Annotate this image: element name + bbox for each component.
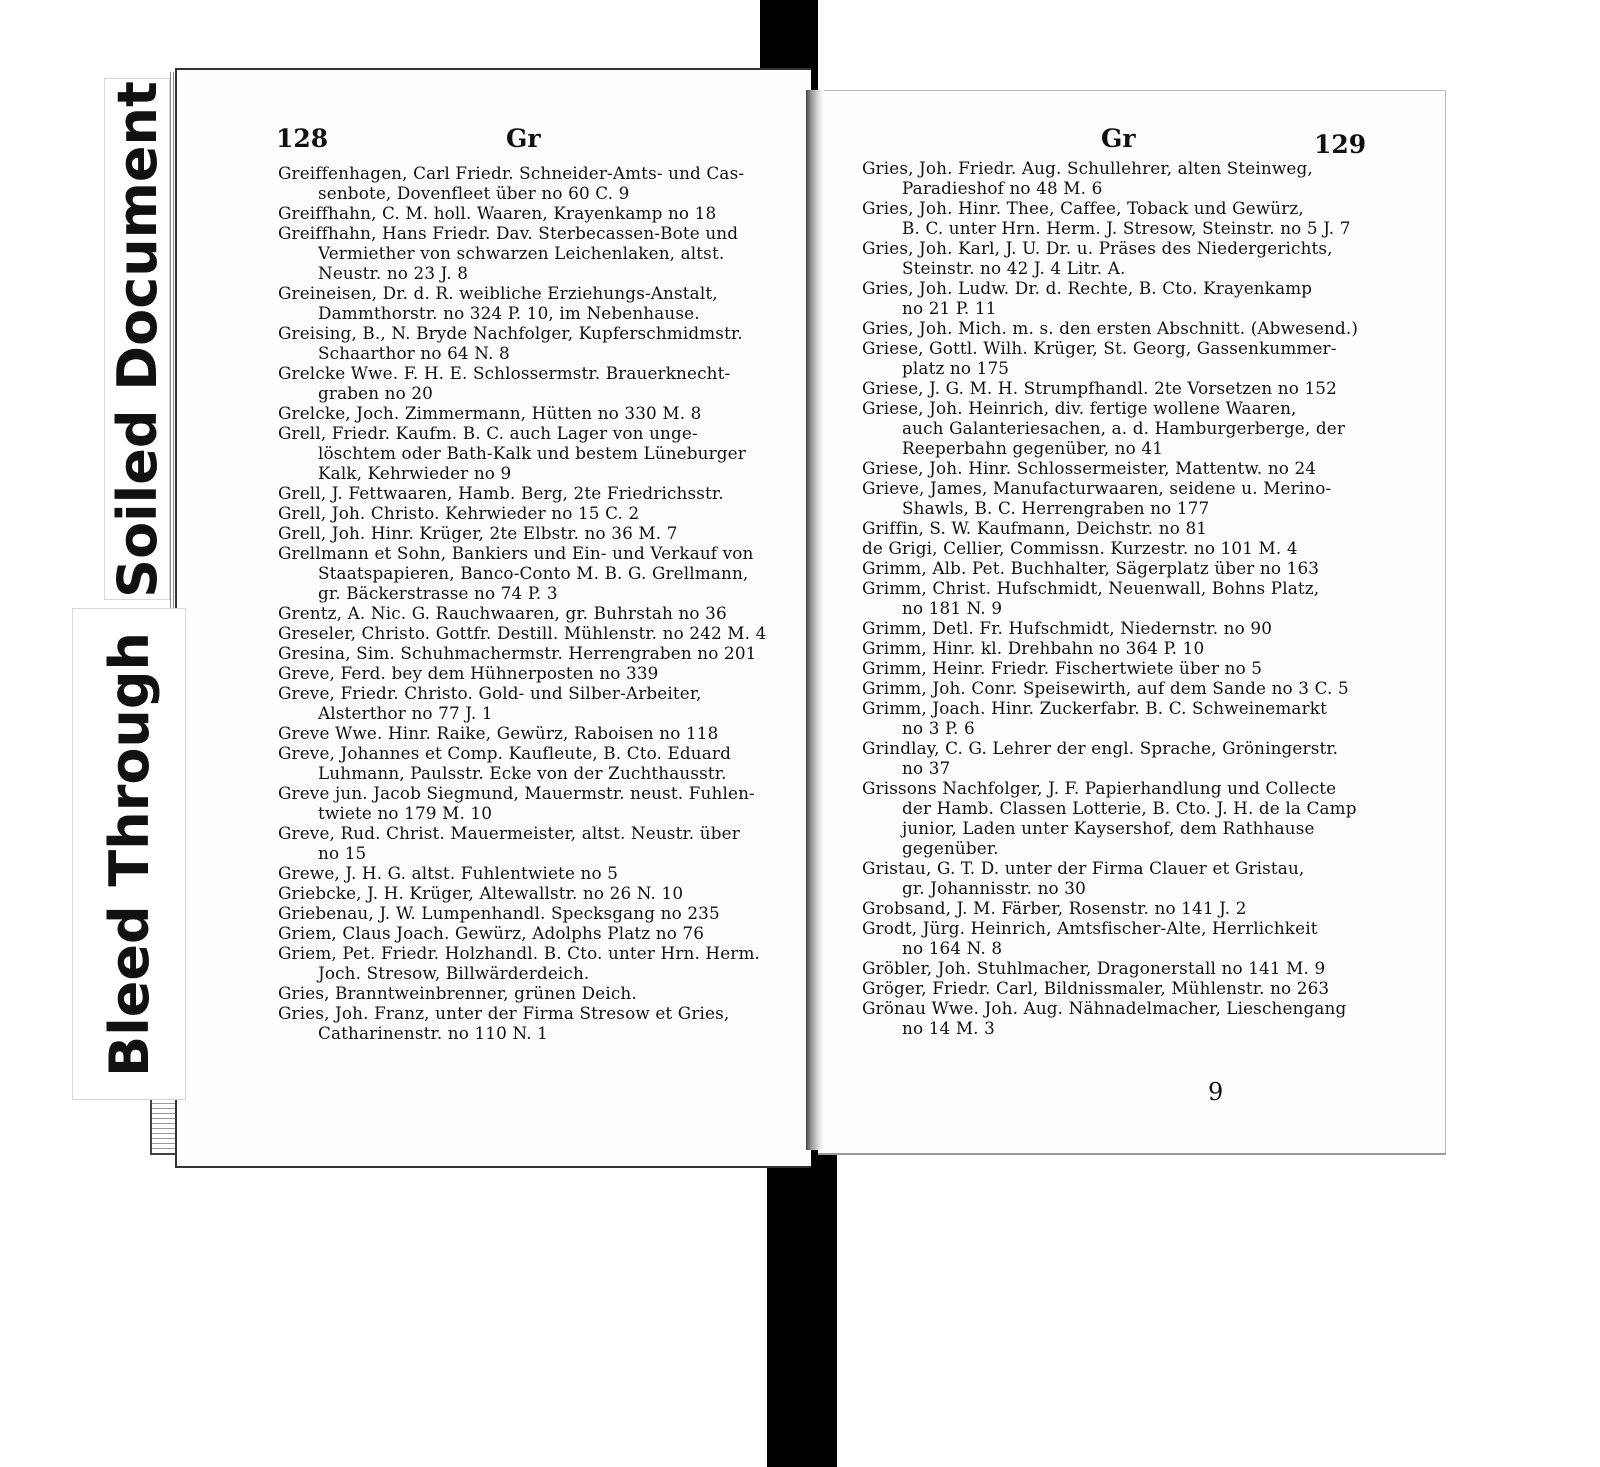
directory-line: de Grigi, Cellier, Commissn. Kurzestr. no 101 M. 4	[862, 538, 1298, 558]
directory-line: Gries, Joh. Franz, unter der Firma Stresow et Gries,	[278, 1003, 730, 1023]
binding-strip-bottom	[767, 1138, 837, 1467]
directory-line: no 3 P. 6	[902, 718, 975, 738]
directory-line: Staatspapieren, Banco-Conto M. B. G. Grellmann,	[318, 563, 749, 583]
directory-line: Grimm, Hinr. kl. Drehbahn no 364 P. 10	[862, 638, 1205, 658]
directory-line: Greising, B., N. Bryde Nachfolger, Kupferschmidmstr.	[278, 323, 743, 343]
directory-line: junior, Laden unter Kaysershof, dem Rathhause	[902, 818, 1315, 838]
directory-line: graben no 20	[318, 383, 433, 403]
directory-line: Grimm, Joach. Hinr. Zuckerfabr. B. C. Schweinemarkt	[862, 698, 1327, 718]
directory-line: Kalk, Kehrwieder no 9	[318, 463, 512, 483]
bleed-through-text: Bleed Through	[97, 631, 161, 1077]
directory-line: Luhmann, Paulsstr. Ecke von der Zuchthausstr.	[318, 763, 727, 783]
right-page-header: Gr	[1101, 124, 1136, 153]
directory-line: Gries, Joh. Ludw. Dr. d. Rechte, B. Cto. Krayenkamp	[862, 278, 1313, 298]
directory-line: no 181 N. 9	[902, 598, 1003, 618]
directory-line: Grimm, Christ. Hufschmidt, Neuenwall, Bohns Platz,	[862, 578, 1320, 598]
directory-line: Grelcke Wwe. F. H. E. Schlossermstr. Brauerknecht-	[278, 363, 731, 383]
signature-mark: 9	[1208, 1078, 1224, 1106]
directory-line: Grewe, J. H. G. altst. Fuhlentwiete no 5	[278, 863, 619, 883]
directory-line: Grentz, A. Nic. G. Rauchwaaren, gr. Buhrstah no 36	[278, 603, 727, 623]
left-page-entries	[278, 163, 788, 1043]
right-page-number: 129	[1314, 130, 1367, 159]
directory-line: Neustr. no 23 J. 8	[318, 263, 469, 283]
directory-line: no 21 P. 11	[902, 298, 997, 318]
directory-line: löschtem oder Bath-Kalk und bestem Lüneburger	[318, 443, 746, 463]
book-gutter	[806, 90, 824, 1150]
directory-line: Shawls, B. C. Herrengraben no 177	[902, 498, 1210, 518]
left-page-number: 128	[276, 124, 329, 153]
directory-line: Gries, Joh. Karl, J. U. Dr. u. Präses des Niedergerichts,	[862, 238, 1333, 258]
directory-line: gegenüber.	[902, 838, 999, 858]
directory-line: Alsterthor no 77 J. 1	[318, 703, 493, 723]
directory-line: Griebcke, J. H. Krüger, Altewallstr. no 26 N. 10	[278, 883, 684, 903]
soiled-document-text: Soiled Document	[105, 80, 169, 598]
directory-line: Grindlay, C. G. Lehrer der engl. Sprache, Gröningerstr.	[862, 738, 1339, 758]
directory-line: Catharinenstr. no 110 N. 1	[318, 1023, 549, 1043]
directory-line: Greineisen, Dr. d. R. weibliche Erziehungs-Anstalt,	[278, 283, 718, 303]
directory-line: Grodt, Jürg. Heinrich, Amtsfischer-Alte, Herrlichkeit	[862, 918, 1318, 938]
directory-line: Greve, Friedr. Christo. Gold- und Silber-Arbeiter,	[278, 683, 702, 703]
directory-line: Joch. Stresow, Billwärderdeich.	[318, 963, 590, 983]
directory-line: Grell, Joh. Hinr. Krüger, 2te Elbstr. no 36 M. 7	[278, 523, 678, 543]
directory-line: no 164 N. 8	[902, 938, 1003, 958]
directory-line: Grell, J. Fettwaaren, Hamb. Berg, 2te Friedrichsstr.	[278, 483, 724, 503]
directory-line: Grimm, Heinr. Friedr. Fischertwiete über no 5	[862, 658, 1263, 678]
directory-line: twiete no 179 M. 10	[318, 803, 493, 823]
directory-line: Dammthorstr. no 324 P. 10, im Nebenhause.	[318, 303, 700, 323]
directory-line: auch Galanteriesachen, a. d. Hamburgerberge, der	[902, 418, 1346, 438]
directory-line: Gries, Joh. Friedr. Aug. Schullehrer, alten Steinweg,	[862, 158, 1313, 178]
directory-line: der Hamb. Classen Lotterie, B. Cto. J. H. de la Camp	[902, 798, 1357, 818]
directory-line: Griebenau, J. W. Lumpenhandl. Specksgang no 235	[278, 903, 720, 923]
directory-line: Grimm, Alb. Pet. Buchhalter, Sägerplatz über no 163	[862, 558, 1320, 578]
directory-line: Gries, Joh. Mich. m. s. den ersten Abschnitt. (Abwesend.)	[862, 318, 1359, 338]
directory-line: Grönau Wwe. Joh. Aug. Nähnadelmacher, Lieschengang	[862, 998, 1347, 1018]
directory-line: Griese, Joh. Heinrich, div. fertige wollene Waaren,	[862, 398, 1297, 418]
directory-line: Grimm, Detl. Fr. Hufschmidt, Niedernstr. no 90	[862, 618, 1273, 638]
directory-line: Grissons Nachfolger, J. F. Papierhandlung und Collecte	[862, 778, 1337, 798]
directory-line: Gries, Branntweinbrenner, grünen Deich.	[278, 983, 637, 1003]
directory-line: Griese, Joh. Hinr. Schlossermeister, Mattentw. no 24	[862, 458, 1317, 478]
directory-line: Schaarthor no 64 N. 8	[318, 343, 510, 363]
directory-line: Greve, Rud. Christ. Mauermeister, altst. Neustr. über	[278, 823, 740, 843]
directory-line: no 15	[318, 843, 367, 863]
directory-line: Vermiether von schwarzen Leichenlaken, altst.	[318, 243, 725, 263]
directory-line: Greseler, Christo. Gottfr. Destill. Mühlenstr. no 242 M. 4	[278, 623, 767, 643]
directory-line: Gresina, Sim. Schuhmachermstr. Herrengraben no 201	[278, 643, 757, 663]
directory-line: Greiffhahn, C. M. holl. Waaren, Krayenkamp no 18	[278, 203, 717, 223]
directory-line: Grellmann et Sohn, Bankiers und Ein- und Verkauf von	[278, 543, 754, 563]
directory-line: Griese, J. G. M. H. Strumpfhandl. 2te Vorsetzen no 152	[862, 378, 1337, 398]
directory-line: senbote, Dovenfleet über no 60 C. 9	[318, 183, 630, 203]
directory-line: Greve jun. Jacob Siegmund, Mauermstr. neust. Fuhlen-	[278, 783, 755, 803]
directory-line: Grieve, James, Manufacturwaaren, seidene u. Merino-	[862, 478, 1332, 498]
directory-line: platz no 175	[902, 358, 1010, 378]
directory-line: Greve, Johannes et Comp. Kaufleute, B. Cto. Eduard	[278, 743, 731, 763]
directory-line: Gröbler, Joh. Stuhlmacher, Dragonerstall no 141 M. 9	[862, 958, 1326, 978]
directory-line: Gristau, G. T. D. unter der Firma Clauer et Gristau,	[862, 858, 1305, 878]
directory-line: Paradieshof no 48 M. 6	[902, 178, 1103, 198]
directory-line: gr. Bäckerstrasse no 74 P. 3	[318, 583, 558, 603]
directory-line: gr. Johannisstr. no 30	[902, 878, 1086, 898]
directory-line: B. C. unter Hrn. Herm. J. Stresow, Steinstr. no 5 J. 7	[902, 218, 1351, 238]
directory-line: Griese, Gottl. Wilh. Krüger, St. Georg, Gassenkummer-	[862, 338, 1337, 358]
directory-line: Reeperbahn gegenüber, no 41	[902, 438, 1164, 458]
directory-line: Griffin, S. W. Kaufmann, Deichstr. no 81	[862, 518, 1208, 538]
right-page-entries	[862, 158, 1362, 1038]
directory-line: no 14 M. 3	[902, 1018, 995, 1038]
soiled-document-label	[104, 78, 170, 600]
directory-line: Greve, Ferd. bey dem Hühnerposten no 339	[278, 663, 659, 683]
directory-line: Gries, Joh. Hinr. Thee, Caffee, Toback und Gewürz,	[862, 198, 1304, 218]
directory-line: Greiffenhagen, Carl Friedr. Schneider-Amts- und Cas-	[278, 163, 745, 183]
directory-line: no 37	[902, 758, 951, 778]
directory-line: Steinstr. no 42 J. 4 Litr. A.	[902, 258, 1126, 278]
directory-line: Grell, Joh. Christo. Kehrwieder no 15 C. 2	[278, 503, 640, 523]
bleed-through-label	[72, 608, 186, 1100]
directory-line: Grelcke, Joch. Zimmermann, Hütten no 330 M. 8	[278, 403, 702, 423]
directory-line: Gröger, Friedr. Carl, Bildnissmaler, Mühlenstr. no 263	[862, 978, 1330, 998]
directory-line: Griem, Claus Joach. Gewürz, Adolphs Platz no 76	[278, 923, 705, 943]
directory-line: Grimm, Joh. Conr. Speisewirth, auf dem Sande no 3 C. 5	[862, 678, 1349, 698]
directory-line: Greiffhahn, Hans Friedr. Dav. Sterbecassen-Bote und	[278, 223, 739, 243]
directory-line: Grell, Friedr. Kaufm. B. C. auch Lager von unge-	[278, 423, 698, 443]
left-page-header: Gr	[506, 124, 541, 153]
directory-line: Greve Wwe. Hinr. Raike, Gewürz, Raboisen no 118	[278, 723, 719, 743]
directory-line: Grobsand, J. M. Färber, Rosenstr. no 141 J. 2	[862, 898, 1247, 918]
directory-line: Griem, Pet. Friedr. Holzhandl. B. Cto. unter Hrn. Herm.	[278, 943, 761, 963]
